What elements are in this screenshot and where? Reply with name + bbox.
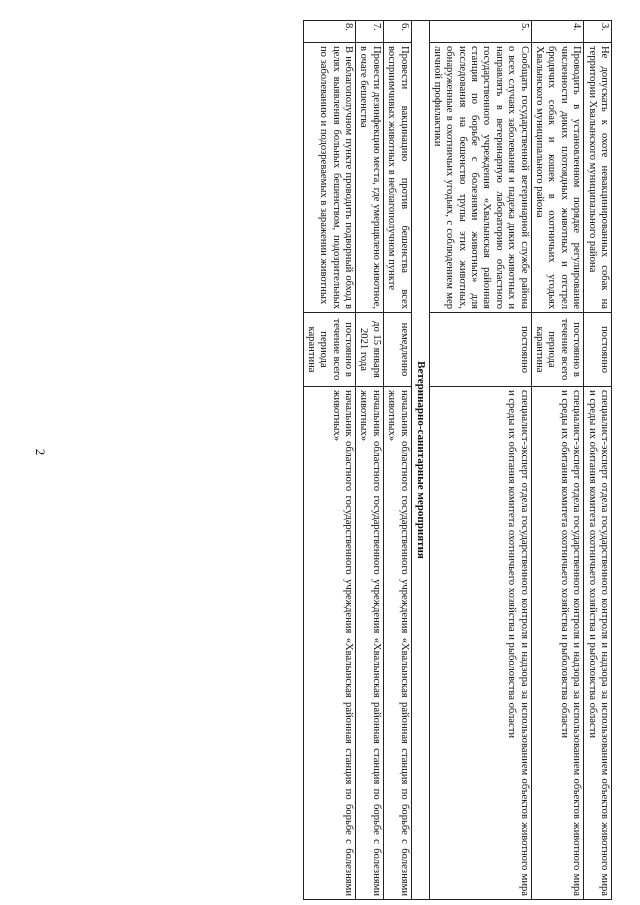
row-number: 8.: [303, 21, 356, 43]
row-task: Не допускать к охоте невакцинированных собак на территории Хвалынского муниципального района: [584, 43, 612, 313]
row-deadline: немедленно: [383, 313, 411, 387]
row-responsible: начальник областного государственного учреждения «Хвалынская районная станция по борьбе с болезнями животных»: [356, 387, 384, 900]
section-row: [411, 21, 429, 900]
row-deadline: постоянно в течение всего периода карантина: [531, 313, 584, 387]
row-task: В неблагополучном пункте проводить подворный обход в целях выявления больных бешенством, подозрительных по заболеванию и подозреваемых в заражении животных: [303, 43, 356, 313]
table-row: [429, 21, 531, 900]
section-title: Ветеринарно-санитарные мероприятия: [411, 21, 429, 900]
row-responsible: начальник областного государственного учреждения «Хвалынская районная станция по борьбе с болезнями животных»: [383, 387, 411, 900]
row-task: Проводить в установленном порядке регулирование численности диких плотоядных животных и отстрел бродячих собак и кошек в охотничьих угодьях Хвалынского муниципального района: [531, 43, 584, 313]
row-number: 4.: [531, 21, 584, 43]
row-task: Сообщать государственной ветеринарной службе района о всех случаях заболевания и падежа диких животных и направлять в ветеринарную лабораторию областного государственного учреждения «Хвалынская районная станция по борьбе с болезнями животных» для исследования на бешенство трупы этих животных, обнаруженные в охотничьих угодьях, с соблюдением мер личной профилактики: [429, 43, 531, 313]
row-task: Провести вакцинацию против бешенства всех восприимчивых животных в неблагополучном пункте: [383, 43, 411, 313]
row-number: 6.: [383, 21, 411, 43]
row-deadline: до 15 января 2021 года: [356, 313, 384, 387]
row-responsible: специалист-эксперт отдела государственного контроля и надзора за использованием объектов животного мира и среды их обитания комитета охотничьего хозяйства и рыболовства области: [584, 387, 612, 900]
row-deadline: постоянно: [429, 313, 531, 387]
table-row: [383, 21, 411, 900]
rotated-table-wrapper: [92, 20, 612, 900]
table-row: [531, 21, 584, 900]
row-number: 7.: [356, 21, 384, 43]
table-row: [356, 21, 384, 900]
page-number: 2: [33, 448, 48, 456]
row-responsible: специалист-эксперт отдела государственного контроля и надзора за использованием объектов животного мира и среды их обитания комитета охотничьего хозяйства и рыболовства области: [531, 387, 584, 900]
table-row: [584, 21, 612, 900]
row-number: 3.: [584, 21, 612, 43]
table-row: [303, 21, 356, 900]
measures-table: [303, 20, 612, 900]
row-responsible: специалист-эксперт отдела государственного контроля и надзора за использованием объектов животного мира и среды их обитания комитета охотничьего хозяйства и рыболовства области: [429, 387, 531, 900]
row-deadline: постоянно: [584, 313, 612, 387]
row-responsible: начальник областного государственного учреждения «Хвалынская районная станция по борьбе с болезнями животных»: [303, 387, 356, 900]
row-number: 5.: [429, 21, 531, 43]
row-task: Провести дезинфекцию места, где умерщвлено животное, в очаге бешенства: [356, 43, 384, 313]
row-deadline: постоянно в течение всего периода карантина: [303, 313, 356, 387]
